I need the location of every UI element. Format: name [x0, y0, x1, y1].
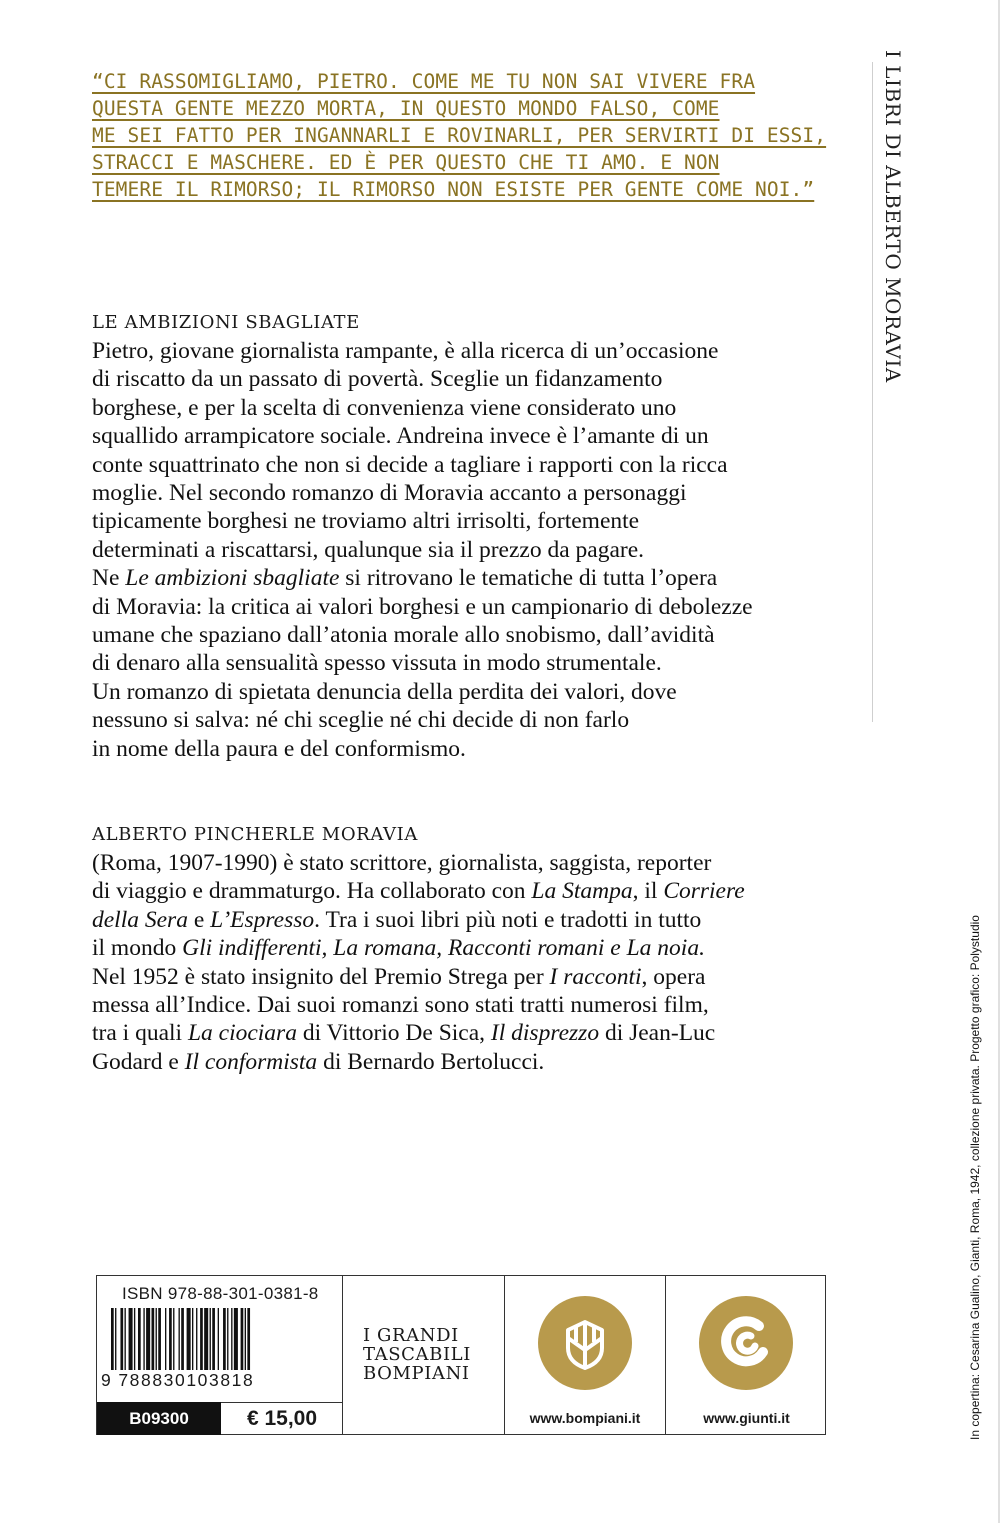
- giunti-logo-icon: [699, 1296, 793, 1390]
- barcode-box: [96, 1275, 826, 1435]
- bompiani-logo-icon: [538, 1296, 632, 1390]
- giunti-cell: [666, 1276, 827, 1434]
- series-cell: [343, 1276, 505, 1434]
- series-name: I GRANDI TASCABILI BOMPIANI: [363, 1325, 471, 1384]
- synopsis-heading: LE AMBIZIONI SBAGLIATE: [92, 312, 360, 333]
- author-heading: ALBERTO PINCHERLE MORAVIA: [92, 824, 418, 845]
- ean-number: 9 788830103818: [101, 1370, 255, 1390]
- isbn-label: ISBN 978-88-301-0381-8: [122, 1284, 319, 1303]
- cover-credit: In copertina: Cesarina Gualino, Gianti, Roma, 1942, collezione privata. Progetto grafico: Polystudio: [968, 915, 982, 1440]
- synopsis-text: Pietro, giovane giornalista rampante, è alla ricerca di un’occasione di riscatto da un passato di povertà. Sceglie un fidanzamento borghese, e per la scelta di convenienza viene considerato uno squallido arrampicatore sociale. Andreina invece è l’amante di un conte squattrinato che non si decide a tagliare i rapporti con la ricca moglie. Nel secondo romanzo di Moravia accanto a personaggi tipicamente borghesi ne troviamo altri irrisolti, fortemente determinati a riscattarsi, qualunque sia il prezzo da pagare. Ne Le ambizioni sbagliate si ritrovano le tematiche di tutta l’opera di Moravia: la critica ai valori borghesi e un campionario di debolezze umane che spaziano dall’atonia morale allo snobismo, dall’avidità di denaro alla sensualità spesso vissuta in modo strumentale. Un romanzo di spietata denuncia della perdita dei valori, dove nessuno si salva: né chi sceglie né chi decide di non farlo in nome della paura e del conformismo.: [92, 338, 753, 762]
- price: € 15,00: [221, 1402, 343, 1435]
- isbn-cell: [97, 1276, 343, 1434]
- quote-line: QUESTA GENTE MEZZO MORTA, IN QUESTO MONDO FALSO, COME: [92, 97, 720, 120]
- bompiani-link[interactable]: www.bompiani.it: [529, 1410, 641, 1426]
- quote-line: STRACCI E MASCHERE. ED È PER QUESTO CHE TI AMO. E NON: [92, 151, 720, 174]
- bompiani-cell: [505, 1276, 666, 1434]
- catalog-code: B09300: [97, 1402, 221, 1435]
- back-cover-quote: [92, 68, 832, 203]
- series-spine-title: I LIBRI DI ALBERTO MORAVIA: [881, 50, 905, 383]
- giunti-link[interactable]: www.giunti.it: [703, 1410, 790, 1426]
- quote-line: TEMERE IL RIMORSO; IL RIMORSO NON ESISTE PER GENTE COME NOI.”: [92, 178, 815, 201]
- author-bio: (Roma, 1907-1990) è stato scrittore, giornalista, saggista, reporter di viaggio e drammaturgo. Ha collaborato con La Stampa, il Corriere della Sera e L’Espresso. Tra i suoi libri più noti e tradotti in tutto il mondo Gli indifferenti, La romana, Racconti romani e La noia. Nel 1952 è stato insignito del Premio Strega per I racconti, opera messa all’Indice. Dai suoi romanzi sono stati tratti numerosi film, tra i quali La ciociara di Vittorio De Sica, Il disprezzo di Jean-Luc Godard e Il conformista di Bernardo Bertolucci.: [92, 850, 745, 1075]
- quote-line: ME SEI FATTO PER INGANNARLI E ROVINARLI, PER SERVIRTI DI ESSI,: [92, 124, 827, 147]
- quote-line: “CI RASSOMIGLIAMO, PIETRO. COME ME TU NON SAI VIVERE FRA: [92, 70, 756, 93]
